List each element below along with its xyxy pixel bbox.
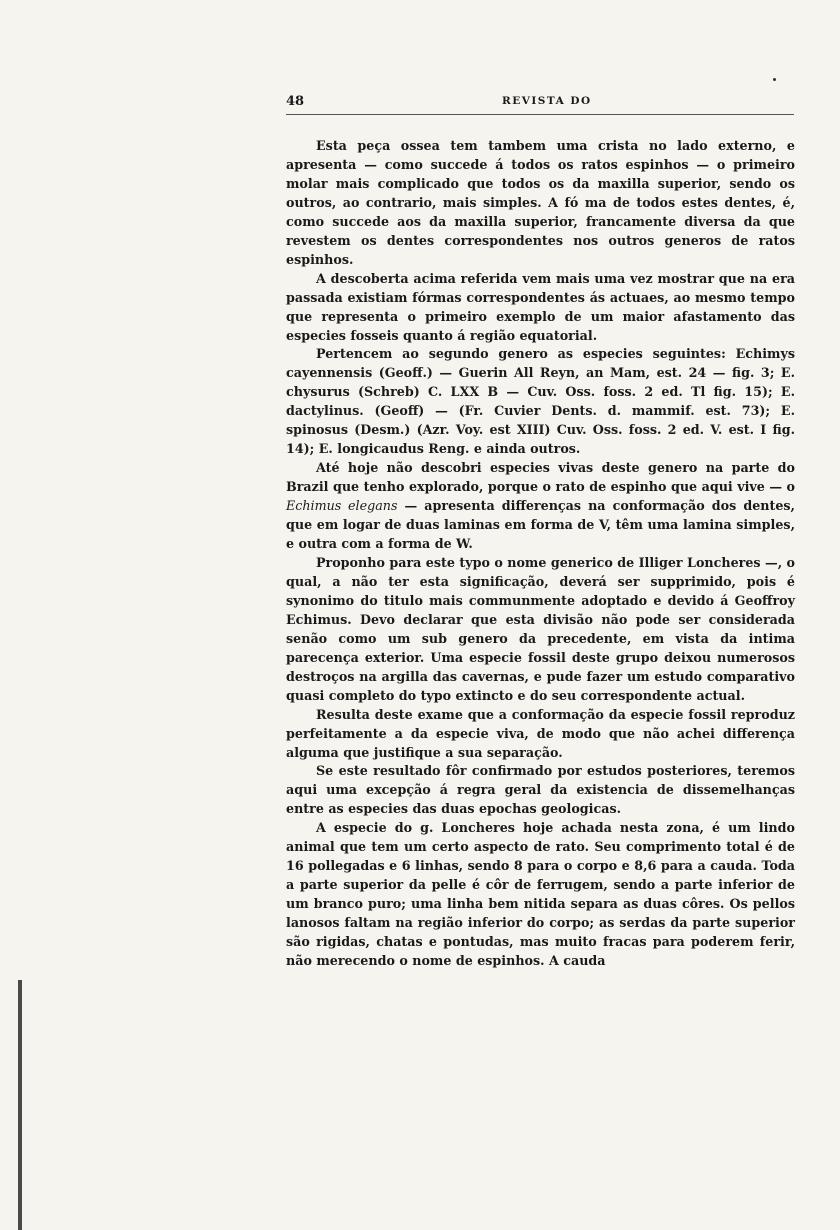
paragraph-4	[286, 459, 795, 554]
paragraph-4-tail: — apresenta differenças na conformação dos dentes, que em logar de duas laminas em forma de V, têm uma lamina simples, e outra com a forma de W.	[286, 498, 795, 552]
paragraph-4-lead: Até hoje não descobri especies vivas deste genero na parte do Brazil que tenho explorado, porque o rato de espinho que aqui vive — o	[286, 460, 795, 495]
paragraph-6: Resulta deste exame que a conformação da especie fossil reproduz perfeitamente a da especie viva, de modo que não achei differença alguma que justifique a sua separação.	[286, 706, 795, 760]
species-name-italic: Echimus elegans	[286, 498, 398, 514]
paragraph-7: Se este resultado fôr confirmado por estudos posteriores, teremos aqui uma excepção á regra geral da existencia de dissemelhanças entre as especies das duas epochas geologicas.	[286, 763, 795, 817]
paragraph-2: A descoberta acima referida vem mais uma vez mostrar que na era passada existiam fórmas correspondentes ás actuaes, ao mesmo tempo que representa o primeiro exemplo de um maior afastamento das especies fosseis quanto á região equatorial.	[286, 270, 795, 343]
running-head: REVISTA DO	[502, 95, 592, 107]
paragraph-8: A especie do g. Loncheres hoje achada nesta zona, é um lindo animal que tem um certo aspecto de rato. Seu comprimento total é de 16 pollegadas e 6 linhas, sendo 8 para o corpo e 8,6 para a cauda. Toda a parte superior da pelle é côr de ferrugem, sendo a parte inferior de um branco puro; uma linha bem nitida separa as duas côres. Os pellos lanosos faltam na região inferior do corpo; as serdas da parte superior são rigidas, chatas e pontudas, mas muito fracas para poderem ferir, não merecendo o nome de espinhos. A cauda	[286, 820, 795, 968]
header-rule	[286, 114, 794, 115]
page-header	[286, 94, 794, 118]
article-body	[286, 137, 795, 971]
page-number: 48	[286, 94, 305, 109]
paragraph-3: Pertencem ao segundo genero as especies seguintes: Echimys cayennensis (Geoff.) — Guerin All Reyn, an Mam, est. 24 — fig. 3; E. chysurus (Schreb) C. LXX B — Cuv. Oss. foss. 2 ed. Tl fig. 15); E. dactylinus. (Geoff) — (Fr. Cuvier Dents. d. mammif. est. 73); E. spinosus (Desm.) (Azr. Voy. est XIII) Cuv. Oss. foss. 2 ed. V. est. I fig. 14); E. longicaudus Reng. e ainda outros.	[286, 346, 795, 457]
paragraph-1: Esta peça ossea tem tambem uma crista no lado externo, e apresenta — como succede á todos os ratos espinhos — o primeiro molar mais complicado que todos os da maxilla superior, sendo os outros, ao contrario, mais simples. A fó ma de todos estes dentes, é, como succede aos da maxilla superior, francamente diversa da que revestem os dentes correspondentes nos outros generos de ratos espinhos.	[286, 138, 795, 267]
ink-speck	[773, 78, 776, 81]
binding-shadow	[18, 980, 22, 1230]
paragraph-5: Proponho para este typo o nome generico de Illiger Loncheres —, o qual, a não ter esta significação, deverá ser supprimido, pois é synonimo do titulo mais communmente adoptado e devido á Geoffroy Echimus. Devo declarar que esta divisão não pode ser considerada senão como um sub genero da precedente, em vista da intima parecença exterior. Uma especie fossil deste grupo deixou numerosos destroços na argilla das cavernas, e pude fazer um estudo comparativo quasi completo do typo extincto e do seu correspondente actual.	[286, 554, 795, 703]
